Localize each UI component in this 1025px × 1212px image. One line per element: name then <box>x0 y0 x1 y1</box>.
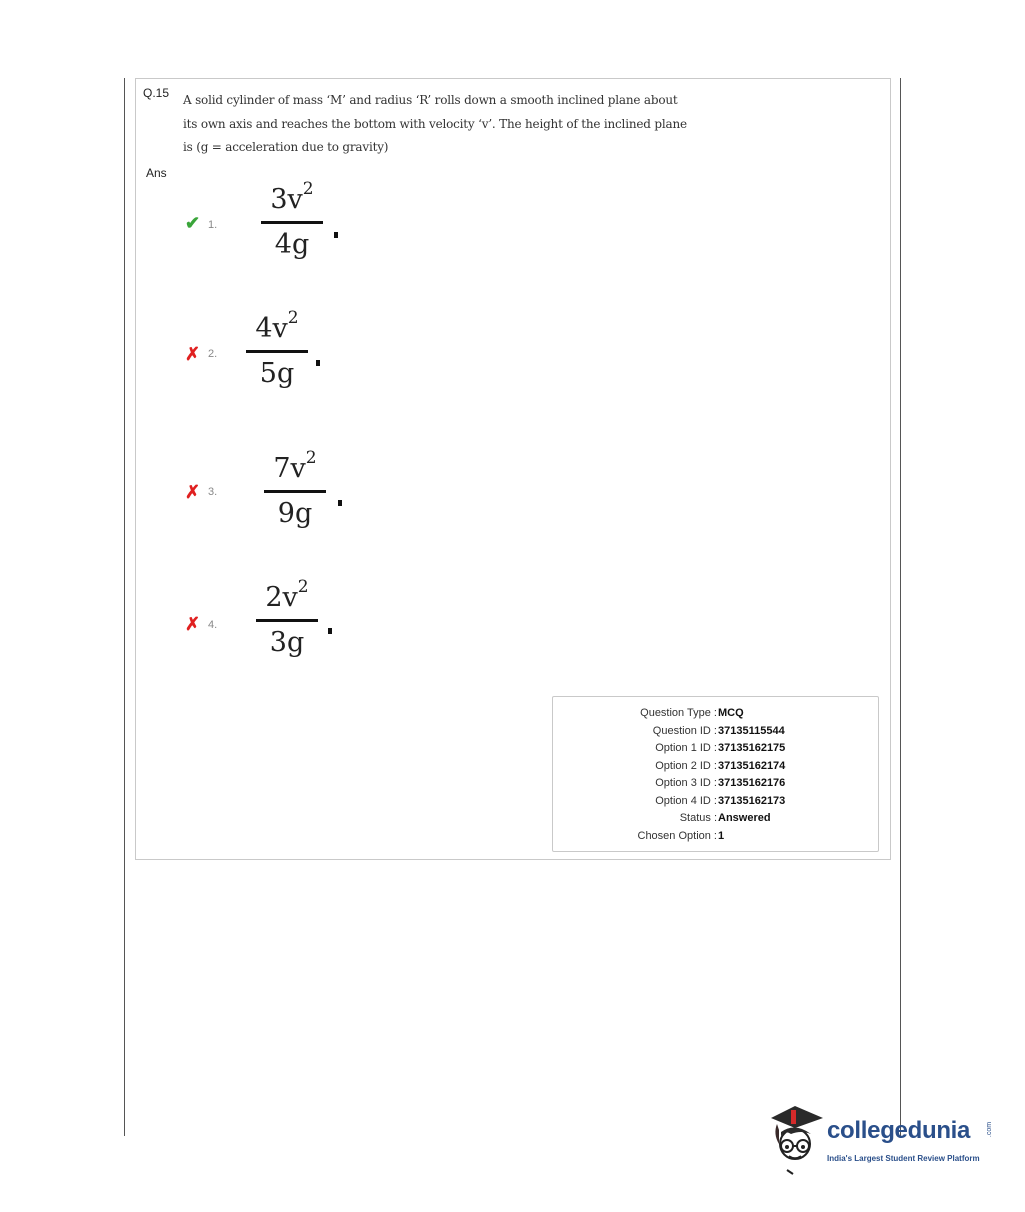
meta-value: 37135162174 <box>718 759 786 772</box>
answer-label: Ans <box>146 166 167 180</box>
exponent: 2 <box>305 448 317 468</box>
page-border-left <box>124 78 125 1136</box>
meta-value: 37135162175 <box>718 742 786 754</box>
cross-icon: ✗ <box>185 482 201 502</box>
period-mark <box>338 500 342 506</box>
exponent: 2 <box>302 179 314 199</box>
option-3-fraction <box>264 447 326 529</box>
period-mark <box>316 360 320 366</box>
logo-suffix: .com <box>986 1121 994 1138</box>
meta-label: Option 2 ID : <box>655 759 717 772</box>
question-number: Q.15 <box>143 86 170 100</box>
question-text-line: its own axis and reaches the bottom with velocity ‘v’. The height of the inclined plane <box>183 116 687 131</box>
option-number: 2. <box>208 348 218 360</box>
meta-value: 37135162173 <box>718 794 786 807</box>
fraction-bar <box>246 350 308 353</box>
option-number: 1. <box>208 219 218 231</box>
exponent: 2 <box>297 577 309 597</box>
meta-label: Question Type : <box>640 707 717 719</box>
numerator: 3v <box>270 184 303 215</box>
meta-label: Option 4 ID : <box>655 794 717 807</box>
meta-row-chosen-option <box>553 829 878 843</box>
numerator: 2v <box>265 582 298 613</box>
meta-row-option3-id <box>553 776 878 790</box>
question-text-line: A solid cylinder of mass ‘M’ and radius ‘R’ rolls down a smooth inclined plane about <box>183 93 678 107</box>
exponent: 2 <box>287 308 299 328</box>
cross-icon: ✗ <box>185 344 201 364</box>
meta-row-option4-id <box>553 794 878 808</box>
meta-row-option2-id <box>553 759 878 773</box>
meta-value: 37135115544 <box>718 724 785 737</box>
meta-value: MCQ <box>718 707 744 719</box>
option-number: 4. <box>208 619 218 631</box>
option-number: 3. <box>208 486 218 498</box>
option-1-fraction <box>261 178 323 260</box>
meta-row-option1-id <box>553 741 878 755</box>
collegedunia-logo <box>767 1104 997 1176</box>
option-4-fraction <box>256 576 318 658</box>
meta-label: Question ID : <box>652 724 717 737</box>
period-mark <box>334 232 338 238</box>
meta-label: Chosen Option : <box>637 829 717 842</box>
denominator: 3g <box>269 627 305 658</box>
numerator: 4v <box>255 313 288 344</box>
denominator: 5g <box>259 358 295 389</box>
meta-label: Option 1 ID : <box>655 742 717 754</box>
question-text-line: is (g = acceleration due to gravity) <box>183 140 389 154</box>
question-text <box>183 89 687 160</box>
numerator: 7v <box>273 453 306 484</box>
meta-row-question-type <box>553 706 878 720</box>
logo-tagline: India's Largest Student Review Platform <box>827 1154 980 1163</box>
fraction-bar <box>256 619 318 622</box>
meta-row-question-id <box>553 724 878 738</box>
period-mark <box>328 628 332 634</box>
meta-value: 1 <box>718 829 725 842</box>
option-2-fraction <box>246 307 308 389</box>
fraction-bar <box>264 490 326 493</box>
logo-wordmark: collegedunia <box>827 1117 971 1144</box>
meta-row-status <box>553 811 878 825</box>
denominator: 9g <box>277 498 313 529</box>
fraction-bar <box>261 221 323 224</box>
page-border-right <box>900 78 901 1136</box>
meta-label: Status : <box>679 812 717 824</box>
cross-icon: ✗ <box>185 614 201 634</box>
student-mascot-icon <box>767 1104 825 1176</box>
meta-value: Answered <box>718 812 771 824</box>
question-meta-box <box>552 696 879 852</box>
meta-label: Option 3 ID : <box>655 777 717 789</box>
meta-value: 37135162176 <box>718 777 786 789</box>
denominator: 4g <box>274 229 310 260</box>
check-icon: ✔ <box>185 213 201 233</box>
